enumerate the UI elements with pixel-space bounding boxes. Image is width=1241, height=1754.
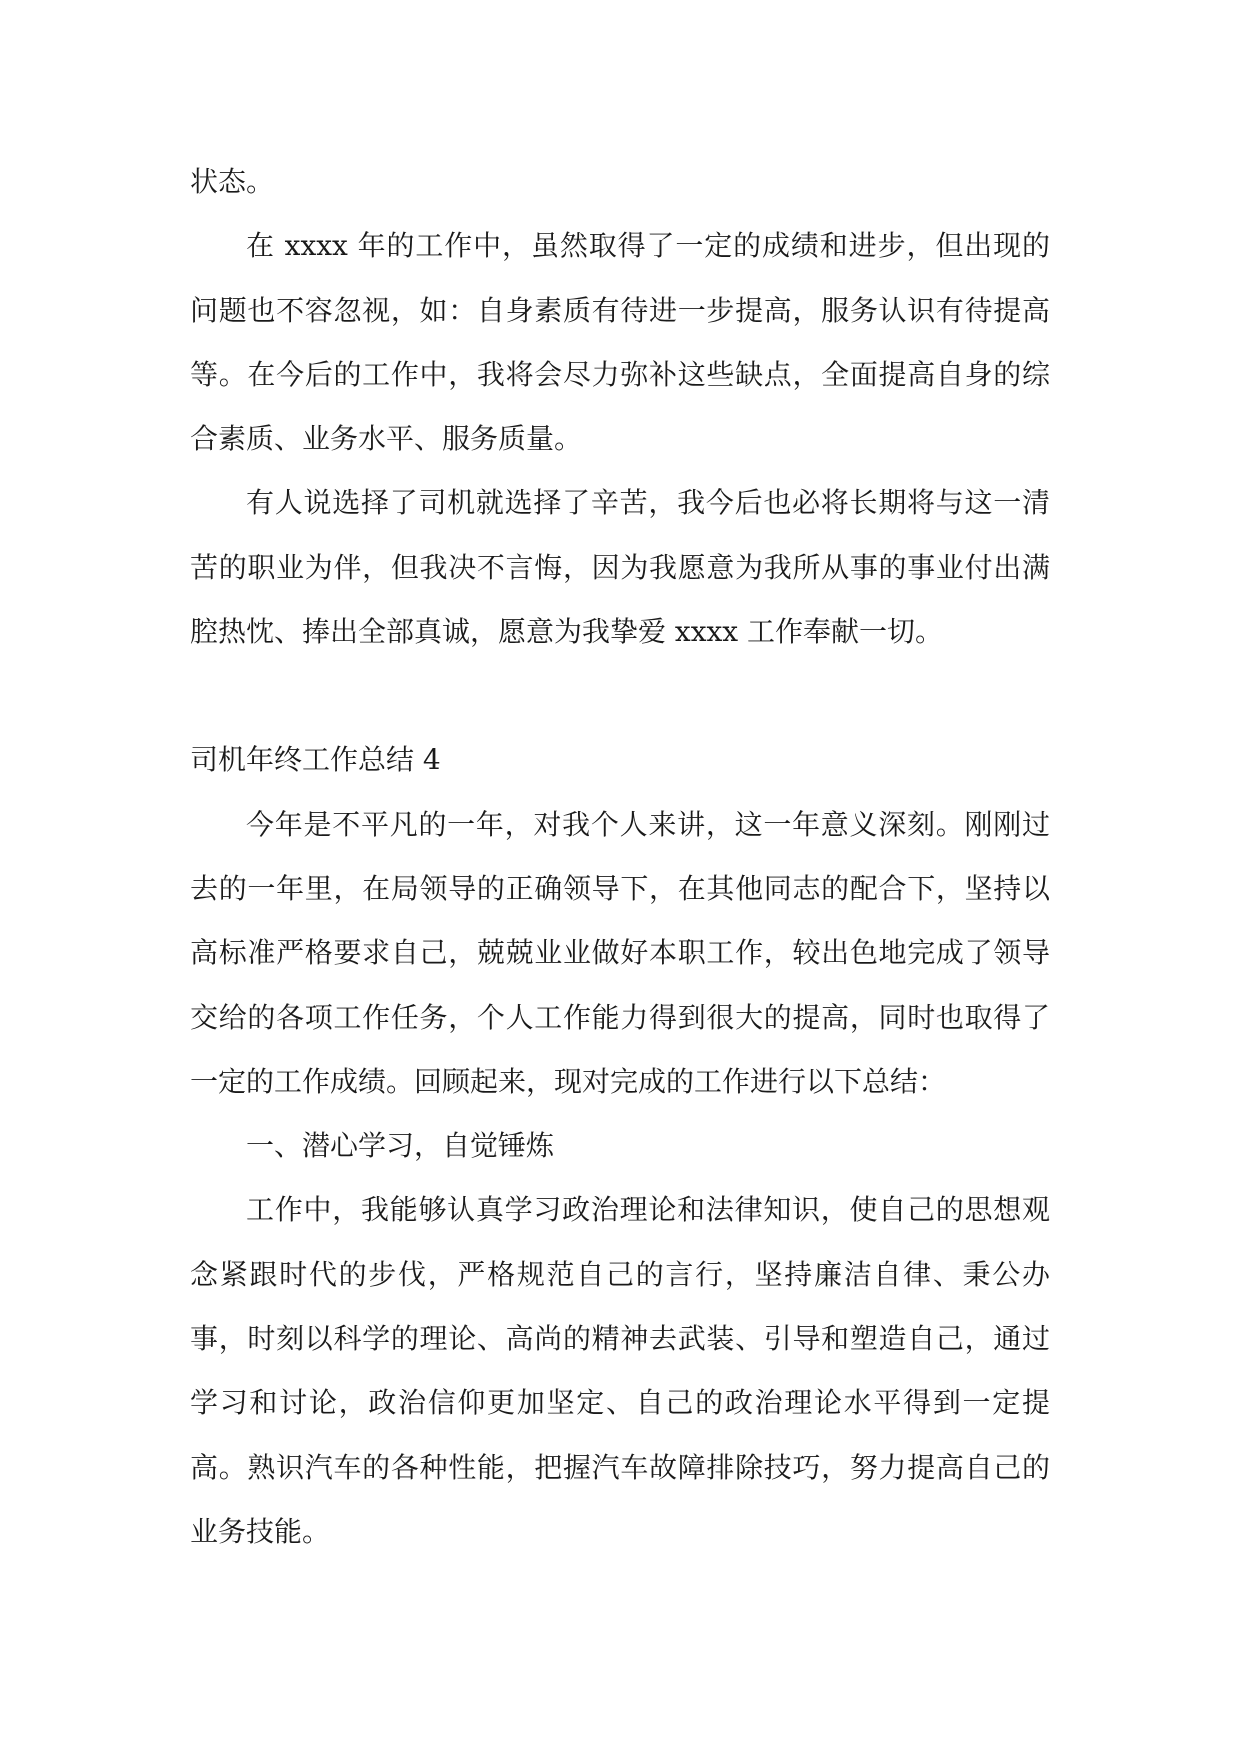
subheading-study: 一、潜心学习，自觉锤炼 xyxy=(246,1129,555,1163)
paragraph-problems: 在 xxxx 年的工作中，虽然取得了一定的成绩和进步，但出现的问题也不容忽视，如：自身素质有待进一步提高，服务认识有待提高等。在今后的工作中，我将会尽力弥补这些缺点，全面提高自身的综合素质、业务水平、服务质量。 xyxy=(190,229,1050,456)
paragraph-intro: 今年是不平凡的一年，对我个人来讲，这一年意义深刻。刚刚过去的一年里，在局领导的正确领导下，在其他同志的配合下，坚持以高标准严格要求自己，兢兢业业做好本职工作，较出色地完成了领导交给的各项工作任务，个人工作能力得到很大的提高，同时也取得了一定的工作成绩。回顾起来，现对完成的工作进行以下总结： xyxy=(190,807,1050,1098)
section-title: 司机年终工作总结 4 xyxy=(190,743,441,777)
paragraph-commitment: 有人说选择了司机就选择了辛苦，我今后也必将长期将与这一清苦的职业为伴，但我决不言悔，因为我愿意为我所从事的事业付出满腔热忱、捧出全部真诚，愿意为我挚爱 xxxx 工作奉献一切。 xyxy=(190,486,1050,649)
paragraph-continuation: 状态。 xyxy=(190,165,275,198)
paragraph-study: 工作中，我能够认真学习政治理论和法律知识，使自己的思想观念紧跟时代的步伐，严格规范自己的言行，坚持廉洁自律、秉公办事，时刻以科学的理论、高尚的精神去武装、引导和塑造自己，通过学习和讨论，政治信仰更加坚定、自己的政治理论水平得到一定提高。熟识汽车的各种性能，把握汽车故障排除技巧，努力提高自己的业务技能。 xyxy=(190,1193,1050,1548)
document-page xyxy=(190,150,1050,1564)
